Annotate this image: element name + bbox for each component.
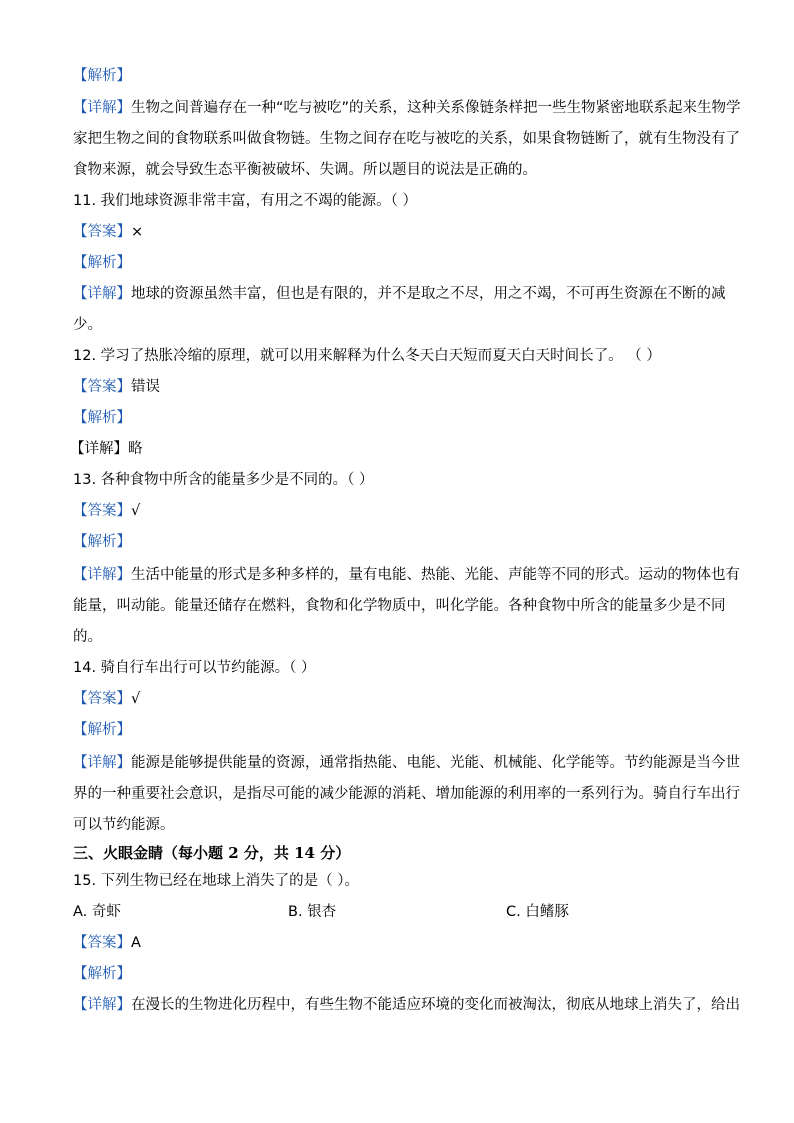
option-c: C. 白鳍豚 [506,904,569,920]
section-heading: 三、火眼金睛（每小题 2 分，共 14 分） [73,844,351,862]
analysis-label: 【解析】 [73,68,131,84]
answer-line [73,377,721,397]
answer-line [73,222,721,242]
answer-line [73,689,721,709]
detail-line: 【详解】能源是能够提供能量的资源，通常指热能、电能、光能、机械能、化学能等。节约能源是当今世 [73,755,740,771]
detail-line: 【详解】在漫长的生物进化历程中，有些生物不能适应环境的变化而被淘汰，彻底从地球上消失了，给出 [73,997,740,1013]
answer-value: A [131,935,141,951]
detail-line: 少。 [73,317,102,333]
detail-line: 家把生物之间的食物联系叫做食物链。生物之间存在吃与被吃的关系，如果食物链断了，就有生物没有了 [73,131,740,147]
answer-label: 【答案】 [73,224,131,240]
detail-line: 【详解】生活中能量的形式是多种多样的，量有电能、热能、光能、声能等不同的形式。运动的物体也有 [73,567,740,583]
detail-label: 【详解】 [70,441,128,457]
question-15: 15. 下列生物已经在地球上消失了的是（ ）。 [73,873,360,889]
analysis-label: 【解析】 [73,410,131,426]
detail-line: 能量，叫动能。能量还储存在燃料，食物和化学物质中，叫化学能。各种食物中所含的能量多少是不同 [73,598,726,614]
detail-label: 【详解】 [73,997,131,1013]
answer-value: √ [131,691,141,707]
answer-label: 【答案】 [73,935,131,951]
detail-line: 【详解】略 [70,441,143,457]
answer-label: 【答案】 [73,503,131,519]
analysis-label: 【解析】 [73,534,131,550]
detail-label: 【详解】 [73,755,131,771]
question-11: 11. 我们地球资源非常丰富，有用之不竭的能源。（ ） [73,193,418,209]
detail-line: 界的一种重要社会意识，是指尽可能的减少能源的消耗、增加能源的利用率的一系列行为。骑自行车出行 [73,786,740,802]
analysis-label: 【解析】 [73,966,131,982]
detail-line: 的。 [73,629,102,645]
detail-line: 【详解】生物之间普遍存在一种“吃与被吃”的关系，这种关系像链条样把一些生物紧密地联系起来生物学 [73,100,741,116]
detail-label: 【详解】 [73,100,131,116]
detail-label: 【详解】 [73,286,131,302]
detail-line: 可以节约能源。 [73,817,175,833]
analysis-label: 【解析】 [73,255,131,271]
answer-line [73,933,721,953]
answer-label: 【答案】 [73,691,131,707]
option-a: A. 奇虾 [73,904,121,920]
answer-value: √ [131,503,141,519]
analysis-label: 【解析】 [73,722,131,738]
detail-label: 【详解】 [73,567,131,583]
detail-line: 食物来源，就会导致生态平衡被破坏、失调。所以题目的说法是正确的。 [73,162,537,178]
answer-line [73,501,721,521]
answer-label: 【答案】 [73,379,131,395]
question-14: 14. 骑自行车出行可以节约能源。（ ） [73,660,316,676]
answer-value: 错误 [131,379,160,395]
question-13: 13. 各种食物中所含的能量多少是不同的。（ ） [73,472,374,488]
detail-line: 【详解】地球的资源虽然丰富，但也是有限的，并不是取之不尽，用之不竭，不可再生资源在不断的减 [73,286,726,302]
option-b: B. 银杏 [288,904,337,920]
question-12: 12. 学习了热胀冷缩的原理，就可以用来解释为什么冬天白天短而夏天白天时间长了。 （ ） [73,348,661,364]
answer-value: × [131,224,144,240]
